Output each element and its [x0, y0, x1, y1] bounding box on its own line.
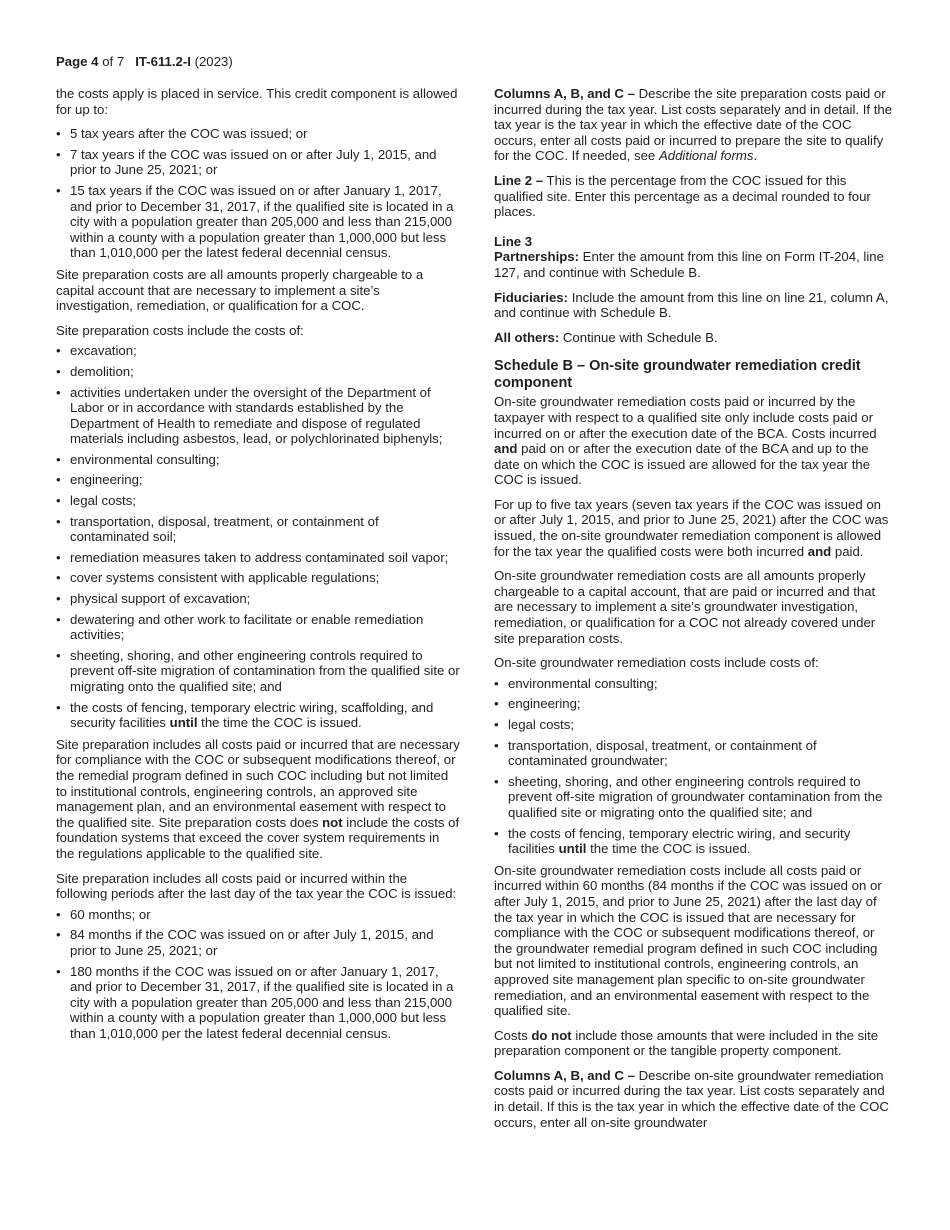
list-item: • excavation;	[56, 343, 460, 359]
text-run: Describe on-site groundwater remediation costs paid or incurred during the tax year. List costs separately and in detail. If this is the tax year in which the effective date of the COC occurs, enter all on-site groundwater	[494, 1067, 889, 1130]
list-item: • environmental consulting;	[494, 676, 896, 692]
costs-list	[56, 343, 460, 730]
periods-list	[56, 907, 460, 1042]
schedule-b-paragraph	[494, 497, 896, 559]
line3-heading: Line 3	[494, 233, 533, 249]
emphasis: do not	[531, 1027, 572, 1043]
intro-paragraph: the costs apply is placed in service. This credit component is allowed for up to:	[56, 86, 458, 117]
text-run: On-site groundwater remediation costs paid or incurred by the taxpayer with respect to a qualified site only include costs paid or incurred on or after the execution date of the BCA. Costs incurred	[494, 394, 877, 441]
list-item: • activities undertaken under the oversight of the Department of Labor or in accordance with standards established by the Department of Health to remediate and dispose of regulated materials including asbestos, lead, or polychlorinated biphenyls;	[56, 385, 460, 447]
list-item: • 15 tax years if the COC was issued on or after January 1, 2017, and prior to December 31, 2017, if the qualified site is located in a city with a population greater than 205,000 and less than 215,000 within a county with a population greater than 1,000,000 but less than 1,010,000 per the latest federal decennial census.	[56, 183, 460, 261]
fiduciaries-label: Fiduciaries:	[494, 289, 569, 305]
list-item	[494, 826, 896, 857]
emphasis: until	[169, 715, 198, 731]
text-run: include the costs of foundation systems that exceed the cover system requirements in the regulations applicable to the qualified site.	[56, 814, 460, 861]
list-item: • transportation, disposal, treatment, or containment of contaminated soil;	[56, 514, 460, 545]
list-item: • 84 months if the COC was issued on or after July 1, 2015, and prior to June 25, 2021; or	[56, 927, 460, 958]
list-item: • 180 months if the COC was issued on or after January 1, 2017, and prior to December 31, 2017, if the qualified site is located in a city with a population greater than 205,000 and less than 215,000 within a county with a population greater than 1,000,000 but less than 1,010,000 per the latest federal decennial census.	[56, 964, 460, 1042]
list-item: • demolition;	[56, 364, 460, 380]
text-run: the costs of fencing, temporary electric wiring, scaffolding, and security facilities	[70, 699, 434, 731]
text-run: For up to five tax years (seven tax years if the COC was issued on or after July 1, 2015, and prior to June 25, 2021) after the COC was issued, the on-site groundwater remediation component is allowed for the tax year the qualified costs were both incurred	[494, 496, 889, 559]
list-item: • remediation measures taken to address contaminated soil vapor;	[56, 550, 460, 566]
line2-label: Line 2 –	[494, 172, 544, 188]
text-run: include those amounts that were included in the site preparation component or the tangible property component.	[494, 1027, 879, 1059]
definition-paragraph: Site preparation costs are all amounts properly chargeable to a capital account that are necessary to implement a site’s investigation, remediation, or qualification for a COC.	[56, 266, 424, 314]
list-item: • 5 tax years after the COC was issued; or	[56, 126, 460, 142]
list-item: • sheeting, shoring, and other engineering controls required to prevent off-site migration of contamination from the qualified site or migrating onto the qualified site; and	[56, 648, 460, 695]
text-run: Describe the site preparation costs paid or incurred during the tax year. List costs separately and in detail. If the tax year is the tax year in which the effective date of the COC occurs, enter all costs paid or incurred to prepare the site to qualify for the COC. If needed, see	[494, 86, 893, 164]
page-number: Page 4	[56, 54, 99, 69]
schedule-b-paragraph: On-site groundwater remediation costs are all amounts properly chargeable to a capital account, that are paid or incurred and that are necessary to implement a site’s groundwater investigation, remediation, or qualification for a COC not already covered under site preparation costs.	[494, 568, 876, 646]
list-item: • physical support of excavation;	[56, 591, 460, 607]
periods-intro: Site preparation includes all costs paid or incurred within the following periods after the last day of the tax year the COC is issued:	[56, 870, 457, 902]
list-item: • 60 months; or	[56, 907, 460, 923]
text-run: Costs	[494, 1027, 532, 1043]
columns-abc-groundwater-paragraph	[494, 1068, 896, 1130]
columns-abc-label: Columns A, B, and C –	[494, 86, 635, 101]
costs-intro: Site preparation costs include the costs of:	[56, 322, 304, 338]
text-run: the time the COC is issued.	[586, 841, 751, 857]
list-item: • 7 tax years if the COC was issued on or after July 1, 2015, and prior to June 25, 2021; or	[56, 147, 460, 178]
page-total: of 7	[98, 54, 125, 69]
list-item: • engineering;	[494, 696, 896, 712]
list-item: • transportation, disposal, treatment, or containment of contaminated groundwater;	[494, 738, 896, 769]
list-item	[56, 700, 460, 731]
emphasis: and	[807, 543, 832, 559]
form-year: (2023)	[190, 54, 233, 69]
list-item: • legal costs;	[56, 493, 460, 509]
fiduciaries-paragraph	[494, 290, 896, 321]
additional-forms-ref: Additional forms	[658, 148, 754, 164]
text-run: Include the amount from this line on line 21, column A, and continue with Schedule B.	[494, 289, 889, 321]
list-item: • legal costs;	[494, 717, 896, 733]
columns-abc-label: Columns A, B, and C –	[494, 1067, 635, 1083]
schedule-b-heading: Schedule B – On-site groundwater remediation credit component	[494, 358, 861, 392]
emphasis: not	[322, 814, 343, 830]
list-item: • cover systems consistent with applicable regulations;	[56, 570, 460, 586]
list-item: • sheeting, shoring, and other engineering controls required to prevent off-site migration of groundwater contamination from the qualified site or migrating onto the qualified site; and	[494, 774, 896, 821]
form-id: IT-611.2-I	[135, 54, 191, 69]
all-others-paragraph	[494, 330, 896, 346]
text-run: Site preparation includes all costs paid or incurred that are necessary for compliance with the COC or subsequent modifications thereof, or the remedial program defined in such COC including but not limited to institutional controls, engineering controls, an approved site management plan, and an environmental easement with respect to the qualified site. Site preparation costs does	[56, 736, 460, 830]
partnerships-label: Partnerships:	[494, 249, 580, 265]
groundwater-costs-list	[494, 676, 896, 857]
left-column	[56, 86, 460, 1047]
text-run: the costs of fencing, temporary electric wiring, and security facilities	[508, 825, 851, 857]
all-others-label: All others:	[494, 329, 560, 345]
list-item: • dewatering and other work to facilitate or enable remediation activities;	[56, 612, 460, 643]
schedule-b-paragraph	[494, 394, 896, 488]
line2-paragraph	[494, 173, 896, 220]
text-run: Enter the amount from this line on Form IT-204, line 127, and continue with Schedule B.	[494, 249, 884, 280]
years-list	[56, 126, 460, 261]
list-item: • engineering;	[56, 472, 460, 488]
text-run: paid on or after the execution date of the BCA and up to the date on which the COC is issued are allowed for the tax year the COC is issued.	[494, 441, 871, 488]
emphasis: and	[494, 441, 518, 457]
page-header	[56, 54, 233, 70]
text-run: paid.	[831, 543, 864, 559]
text-run: the time the COC is issued.	[197, 715, 362, 731]
partnerships-paragraph	[494, 249, 896, 280]
text-run: This is the percentage from the COC issued for this qualified site. Enter this percentage as a decimal rounded to four places.	[494, 172, 871, 220]
text-run: Continue with Schedule B.	[559, 329, 718, 345]
includes-paragraph	[56, 737, 460, 862]
list-item: • environmental consulting;	[56, 452, 460, 468]
columns-abc-paragraph	[494, 86, 896, 164]
text-run: .	[753, 148, 758, 164]
groundwater-includes-paragraph: On-site groundwater remediation costs include all costs paid or incurred within 60 months (84 months if the COC was issued on or after July 1, 2015, and prior to June 25, 2021) after the last day of the tax year in which the COC is issued that are necessary for compliance with the COC or subsequent modifications thereof, or the groundwater remedial program defined in such COC including but not limited to institutional controls, engineering controls, an approved site management plan specific to on-site groundwater remediation, and an environmental easement with respect to the qualified site.	[494, 862, 882, 1019]
costs-exclusion-paragraph	[494, 1028, 896, 1059]
emphasis: until	[558, 841, 587, 857]
right-column	[494, 86, 896, 1139]
groundwater-costs-intro: On-site groundwater remediation costs include costs of:	[494, 655, 819, 671]
